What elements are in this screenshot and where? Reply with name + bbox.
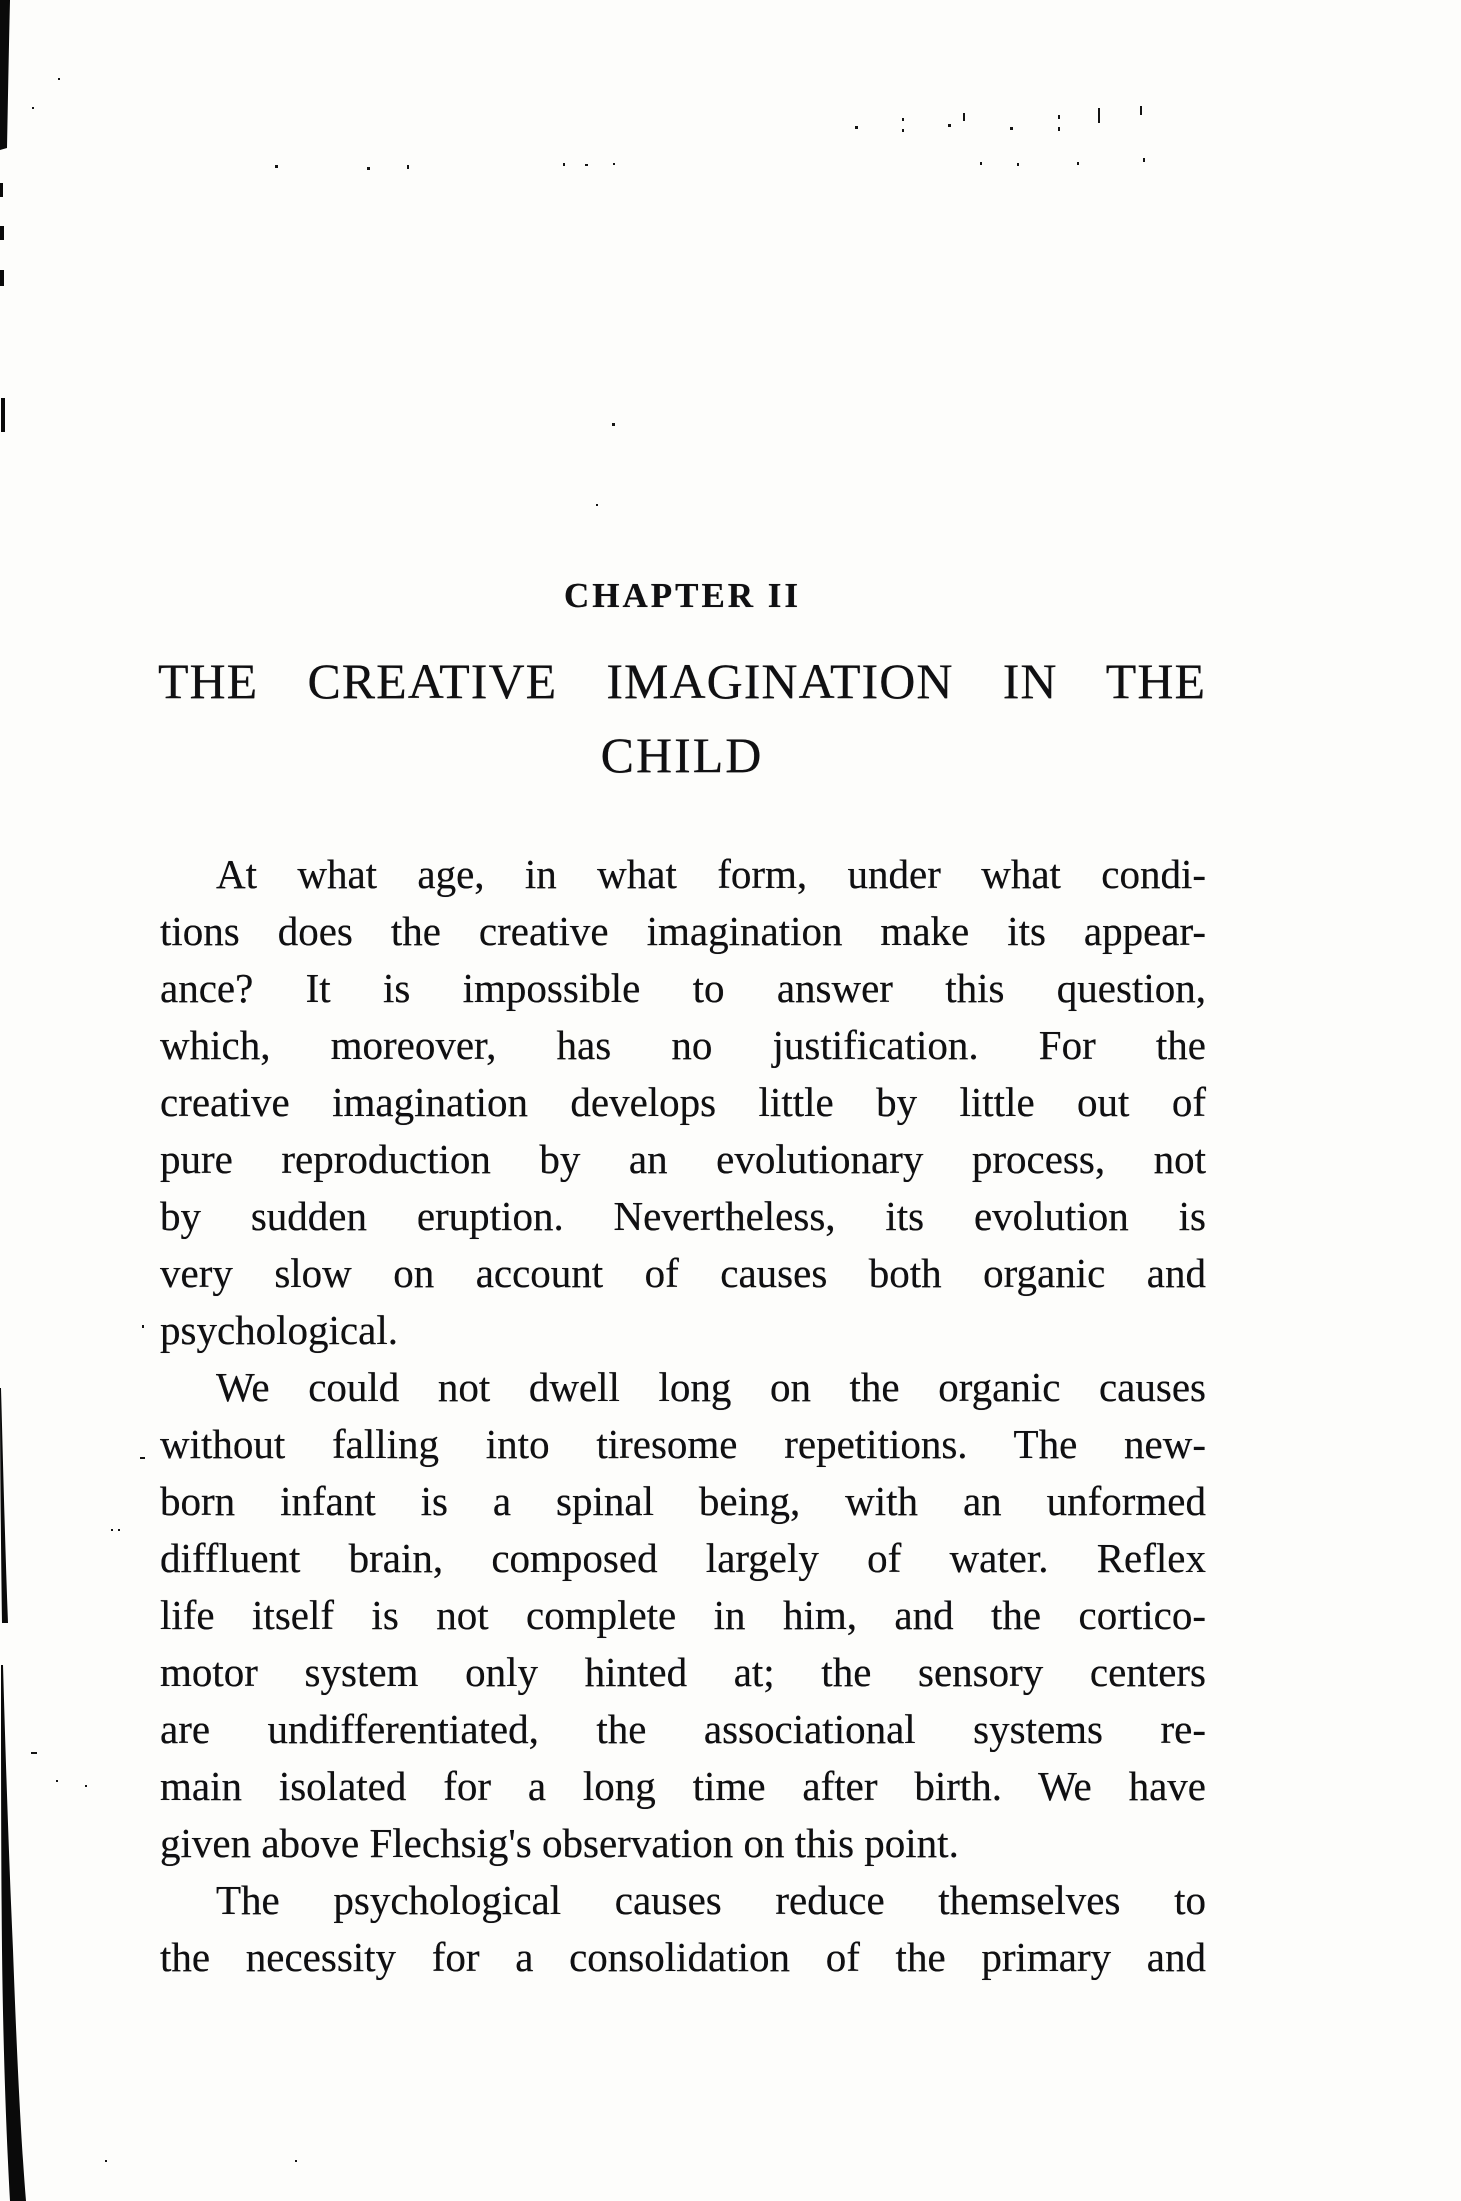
body-line: the necessity for a consolidation of the primary and	[160, 1934, 1206, 1980]
gutter-stroke-mid	[0, 1388, 8, 1623]
ink-speck	[111, 1529, 113, 1531]
ink-speck	[613, 163, 615, 165]
body-line: which, moreover, has no justification. For the	[160, 1022, 1206, 1068]
ink-speck	[902, 118, 904, 121]
body-line: are undifferentiated, the associational systems re-	[160, 1706, 1206, 1752]
chapter-heading: CHAPTER II	[563, 576, 802, 615]
ink-speck	[1010, 127, 1013, 130]
ink-speck	[612, 423, 615, 426]
body-line: given above Flechsig's observation on this point.	[160, 1820, 959, 1866]
body-line: motor system only hinted at; the sensory centers	[160, 1649, 1206, 1695]
body-text	[160, 846, 1206, 1986]
ink-speck	[275, 165, 278, 168]
ink-speck	[585, 164, 588, 166]
ink-speck	[1143, 158, 1145, 162]
gutter-tick	[0, 226, 4, 240]
ink-speck	[596, 504, 598, 506]
ink-speck	[31, 1752, 37, 1754]
ink-speck	[142, 1325, 144, 1328]
ink-speck	[105, 2160, 107, 2162]
ink-speck	[118, 1529, 120, 1531]
gutter-tick	[0, 270, 4, 286]
ink-speck	[563, 163, 565, 166]
ink-speck	[980, 162, 982, 165]
ink-speck	[1058, 127, 1060, 131]
body-line: creative imagination develops little by little out of	[160, 1079, 1206, 1125]
ink-speck	[58, 78, 60, 80]
ink-speck	[1077, 162, 1079, 165]
body-line: without falling into tiresome repetitions. The new-	[160, 1421, 1206, 1467]
body-line: ance? It is impossible to answer this question,	[160, 965, 1206, 1011]
title-line-2: CHILD	[600, 727, 764, 783]
title-line-1: THE CREATIVE IMAGINATION IN THE	[158, 653, 1206, 709]
body-line: psychological.	[160, 1307, 398, 1353]
ink-speck	[1098, 108, 1100, 123]
body-line: pure reproduction by an evolutionary process, not	[160, 1136, 1206, 1182]
gutter-tick	[1, 398, 5, 432]
ink-speck	[56, 1780, 58, 1782]
body-line: diffluent brain, composed largely of water. Reflex	[160, 1535, 1206, 1581]
ink-speck	[1017, 163, 1019, 166]
body-line: At what age, in what form, under what condi-	[216, 851, 1206, 897]
ink-speck	[85, 1785, 87, 1787]
gutter-stroke-bottom	[1, 1665, 26, 2201]
ink-speck	[1058, 115, 1060, 119]
gutter-stroke-top	[0, 0, 10, 150]
gutter-tick	[0, 183, 3, 197]
body-line: by sudden eruption. Nevertheless, its evolution is	[160, 1193, 1206, 1239]
body-line: tions does the creative imagination make its appear-	[160, 908, 1206, 954]
body-line: life itself is not complete in him, and the cortico-	[160, 1592, 1206, 1638]
body-line: We could not dwell long on the organic causes	[216, 1364, 1206, 1410]
ink-speck	[1140, 106, 1142, 115]
ink-speck	[295, 2160, 297, 2162]
ink-speck	[902, 129, 904, 132]
body-line: very slow on account of causes both organic and	[160, 1250, 1206, 1296]
body-line: born infant is a spinal being, with an unformed	[160, 1478, 1206, 1524]
ink-speck	[948, 124, 951, 127]
page-title	[158, 652, 1206, 784]
body-line: main isolated for a long time after birth. We have	[160, 1763, 1206, 1809]
ink-speck	[32, 107, 34, 109]
ink-speck	[367, 167, 370, 170]
ink-speck	[963, 113, 965, 121]
ink-speck	[855, 126, 858, 129]
ink-speck	[140, 1457, 145, 1459]
body-line: The psychological causes reduce themselves to	[216, 1877, 1206, 1923]
ink-speck	[407, 165, 409, 169]
